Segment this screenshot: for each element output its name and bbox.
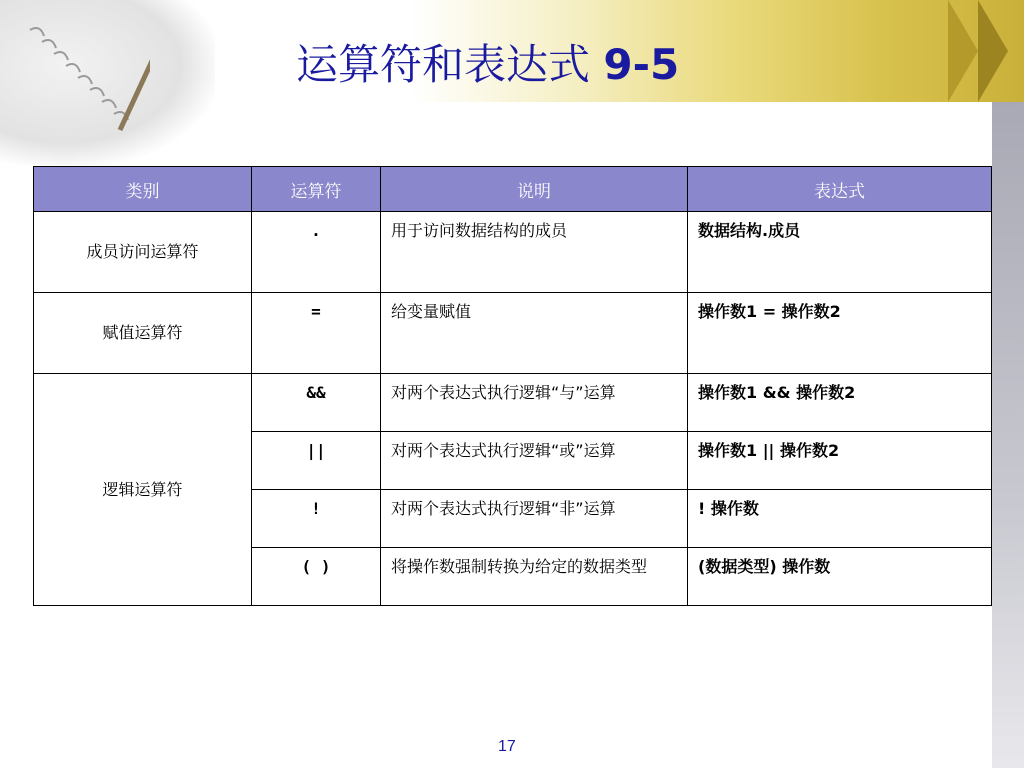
table-header-row [34, 167, 992, 212]
notebook-pen-icon [0, 0, 215, 165]
description-cell: 用于访问数据结构的成员 [381, 212, 688, 293]
expression-cell: 操作数1 || 操作数2 [688, 432, 992, 490]
operator-cell: ! [252, 490, 381, 548]
expression-cell: 操作数1 && 操作数2 [688, 374, 992, 432]
description-cell: 给变量赋值 [381, 293, 688, 374]
slide-title-number: 9-5 [603, 40, 680, 89]
expression-cell: ! 操作数 [688, 490, 992, 548]
table-row [34, 212, 992, 293]
operator-table [33, 166, 992, 606]
operator-cell: ( ) [252, 548, 381, 606]
category-cell: 逻辑运算符 [34, 374, 252, 606]
chevron-decoration [978, 0, 1008, 102]
table-row [34, 293, 992, 374]
column-header-expression: 表达式 [688, 167, 992, 212]
expression-cell: 数据结构.成员 [688, 212, 992, 293]
operator-cell: = [252, 293, 381, 374]
operator-cell: . [252, 212, 381, 293]
table-row [34, 374, 992, 432]
expression-cell: (数据类型) 操作数 [688, 548, 992, 606]
column-header-description: 说明 [381, 167, 688, 212]
description-cell: 对两个表达式执行逻辑“或”运算 [381, 432, 688, 490]
description-cell: 对两个表达式执行逻辑“非”运算 [381, 490, 688, 548]
spiral-notebook-icon [20, 22, 150, 132]
expression-cell: 操作数1 = 操作数2 [688, 293, 992, 374]
category-cell: 成员访问运算符 [34, 212, 252, 293]
operator-cell: && [252, 374, 381, 432]
page-number: 17 [498, 738, 516, 755]
slide-title [296, 32, 679, 92]
side-stripe [992, 102, 1024, 768]
column-header-operator: 运算符 [252, 167, 381, 212]
slide-title-text: 运算符和表达式 [296, 40, 591, 89]
category-cell: 赋值运算符 [34, 293, 252, 374]
operator-cell: || [252, 432, 381, 490]
description-cell: 对两个表达式执行逻辑“与”运算 [381, 374, 688, 432]
chevron-decoration [948, 0, 978, 102]
description-cell: 将操作数强制转换为给定的数据类型 [381, 548, 688, 606]
column-header-category: 类别 [34, 167, 252, 212]
